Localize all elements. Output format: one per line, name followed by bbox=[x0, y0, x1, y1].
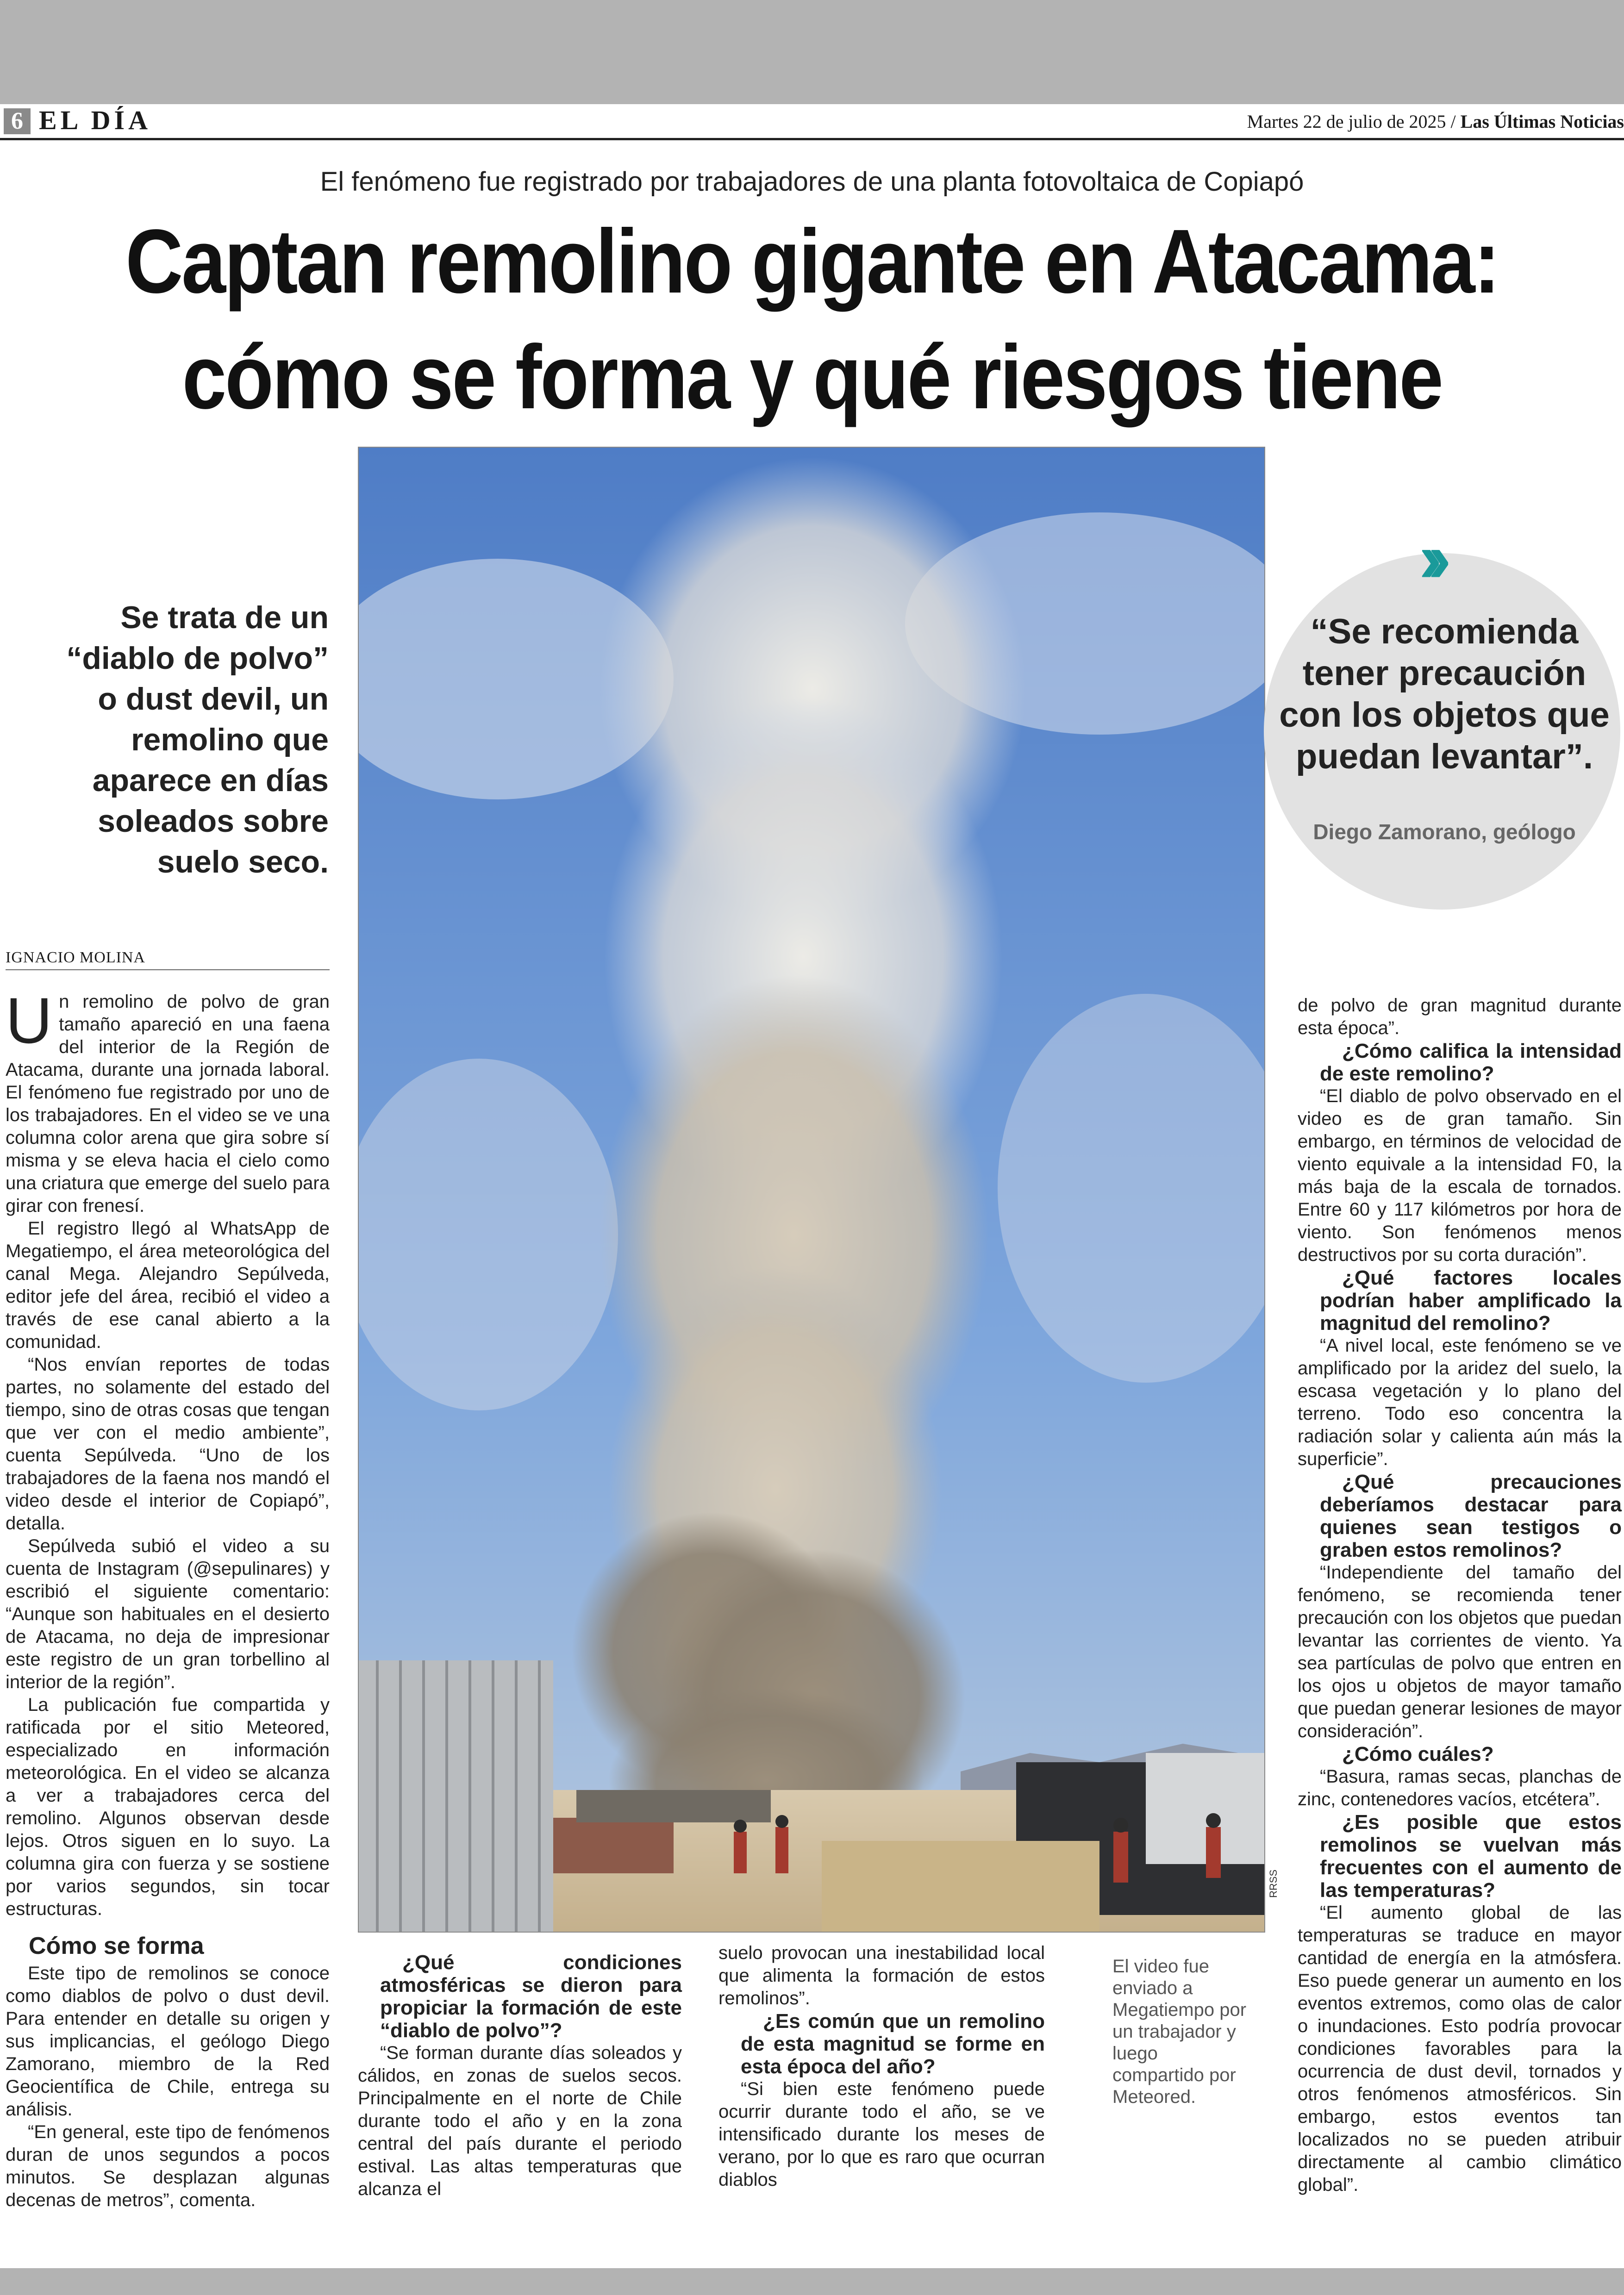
paragraph: “El diablo de polvo observado en el video es de gran tamaño. Sin embargo, en términos de velocidad de viento equivale a la intensidad F0, la más baja de la escala de tornados. Entre 60 y 117 kilómetros por hora de viento. Son fenómenos menos destructivos por su corta duración”. bbox=[1298, 1086, 1622, 1265]
pull-quote-author: Diego Zamorano, geólogo bbox=[1313, 820, 1576, 844]
interview-question: ¿Qué condiciones atmosféricas se dieron para propiciar la formación de este “diablo de polvo”? bbox=[380, 1951, 682, 2042]
article-kicker: El fenómeno fue registrado por trabajadores de una planta fotovoltaica de Copiapó bbox=[320, 167, 1304, 197]
interview-question: ¿Es común que un remolino de esta magnitud se forme en esta época del año? bbox=[741, 2010, 1045, 2078]
headline-line-1: Captan remolino gigante en Atacama: bbox=[125, 211, 1499, 312]
body-column-3 bbox=[718, 1942, 1045, 2191]
paragraph: El registro llegó al WhatsApp de Megatiempo, el área meteorológica del canal Mega. Alejandro Sepúlveda, editor jefe del área, recibió el video a través de ese canal abierto a la comunidad. bbox=[6, 1218, 330, 1352]
interview-question: ¿Cómo califica la intensidad de este remolino? bbox=[1320, 1040, 1622, 1085]
interview-question: ¿Qué precauciones deberíamos destacar para quienes sean testigos o graben estos remolinos? bbox=[1320, 1471, 1622, 1561]
publication-date: Martes 22 de julio de 2025 bbox=[1247, 111, 1446, 132]
interview-question: ¿Es posible que estos remolinos se vuelvan más frecuentes con el aumento de las temperaturas? bbox=[1320, 1811, 1622, 1902]
article-deck: Se trata de un “diablo de polvo” o dust devil, un remolino que aparece en días soleados sobre suelo seco. bbox=[66, 600, 329, 879]
article-headline bbox=[122, 204, 1502, 435]
paragraph: suelo provocan una inestabilidad local que alimenta la formación de estos remolinos”. bbox=[718, 1943, 1045, 2008]
section-subhead: Cómo se forma bbox=[29, 1933, 204, 1959]
masthead bbox=[0, 106, 1624, 139]
chevron-right-double-icon: ›› bbox=[1419, 519, 1437, 597]
masthead-rule bbox=[0, 138, 1624, 140]
photo-caption: El video fue enviado a Megatiempo por un trabajador y luego compartido por Meteored. bbox=[1112, 1956, 1247, 2107]
paragraph: Un remolino de polvo de gran tamaño apareció en una faena del interior de la Región de Atacama, durante una jornada laboral. El fenómeno fue registrado por uno de los trabajadores. En el video se ve una columna color arena que gira sobre sí misma y se eleva hacia el cielo como una criatura que emerge del suelo para girar con frenesí. bbox=[6, 984, 330, 1216]
paragraph: “Independiente del tamaño del fenómeno, se recomienda tener precaución con los objetos que puedan levantar las corrientes de viento. Ya sea partículas de polvo que entren en los ojos u objetos de mayor tamaño que puedan generar lesiones de mayor consideración”. bbox=[1298, 1562, 1622, 1741]
bottom-gray-band bbox=[0, 2268, 1624, 2295]
paragraph: “En general, este tipo de fenómenos duran de unos segundos a pocos minutos. Se desplazan algunas decenas de metros”, comenta. bbox=[6, 2122, 330, 2210]
paragraph: “Si bien este fenómeno puede ocurrir durante todo el año, se ve intensificado durante los meses de verano, por lo que es raro que ocurran diablos bbox=[718, 2079, 1045, 2190]
body-column-1-bottom bbox=[6, 1919, 330, 2212]
headline-line-2: cómo se forma y qué riesgos tiene bbox=[182, 326, 1442, 428]
publication-separator: / bbox=[1446, 111, 1461, 132]
paragraph: Sepúlveda subió el video a su cuenta de Instagram (@sepulinares) y escribió el siguiente comentario: “Aunque son habituales en el desierto de Atacama, no deja de impresionar este registro de un gran torbellino al interior de la región”. bbox=[6, 1536, 330, 1692]
publication-line bbox=[1247, 110, 1624, 133]
byline: IGNACIO MOLINA bbox=[6, 949, 330, 970]
interview-question: ¿Cómo cuáles? bbox=[1342, 1743, 1494, 1765]
paragraph: “A nivel local, este fenómeno se ve amplificado por la aridez del suelo, la escasa vegetación y lo plano del terreno. Todo eso concentra la radiación solar y calienta aún más la superficie”. bbox=[1298, 1335, 1622, 1469]
paragraph: La publicación fue compartida y ratificada por el sitio Meteored, especializado en información meteorológica. En el video se alcanza a ver a trabajadores cerca del remolino. Algunos observan desde lejos. Otros siguen en lo suyo. La columna gira con fuerza y se sostiene por varios segundos, sin tocar estructuras. bbox=[6, 1695, 330, 1919]
section-name: EL DÍA bbox=[39, 105, 152, 135]
photo-credit: RRSS bbox=[1268, 1869, 1279, 1898]
body-column-1 bbox=[6, 984, 330, 1921]
drop-cap: U bbox=[6, 984, 53, 1057]
page-number: 6 bbox=[4, 108, 31, 134]
newspaper-name: Las Últimas Noticias bbox=[1460, 111, 1624, 132]
dust-devil-photo bbox=[358, 447, 1265, 1933]
body-column-4 bbox=[1298, 994, 1622, 2196]
paragraph: “Se forman durante días soleados y cálidos, en zonas de suelos secos. Principalmente en el norte de Chile durante todo el año y en la zona central del país durante el periodo estival. Las altas temperaturas que alcanza el bbox=[358, 2043, 682, 2199]
paragraph: de polvo de gran magnitud durante esta época”. bbox=[1298, 995, 1622, 1038]
interview-question: ¿Qué factores locales podrían haber amplificado la magnitud del remolino? bbox=[1320, 1266, 1622, 1335]
paragraph: “Nos envían reportes de todas partes, no solamente del estado del tiempo, sino de otras cosas que tengan que ver con el medio ambiente”, cuenta Sepúlveda. “Uno de los trabajadores de la faena nos mandó el video desde el interior de Copiapó”, detalla. bbox=[6, 1354, 330, 1534]
paragraph: “Basura, ramas secas, planchas de zinc, contenedores vacíos, etcétera”. bbox=[1298, 1766, 1622, 1809]
body-column-2 bbox=[358, 1951, 682, 2201]
pull-quote-text: “Se recomienda tener precaución con los objetos que puedan levantar”. bbox=[1279, 612, 1610, 776]
paragraph: “El aumento global de las temperaturas se traduce en mayor cantidad de energía en la atmósfera. Eso puede generar un aumento en los eventos extremos, como olas de calor o inundaciones. Esto podría provocar condiciones favorables para la ocurrencia de dust devil, tornados y otros fenómenos atmosféricos. Sin embargo, estos eventos tan localizados no se pueden atribuir directamente al cambio climático global”. bbox=[1298, 1902, 1622, 2195]
paragraph: Este tipo de remolinos se conoce como diablos de polvo o dust devil. Para entender en detalle su origen y sus implicancias, el geólogo Diego Zamorano, miembro de la Red Geocientífica de Chile, entrega su análisis. bbox=[6, 1963, 330, 2120]
top-gray-band bbox=[0, 0, 1624, 104]
